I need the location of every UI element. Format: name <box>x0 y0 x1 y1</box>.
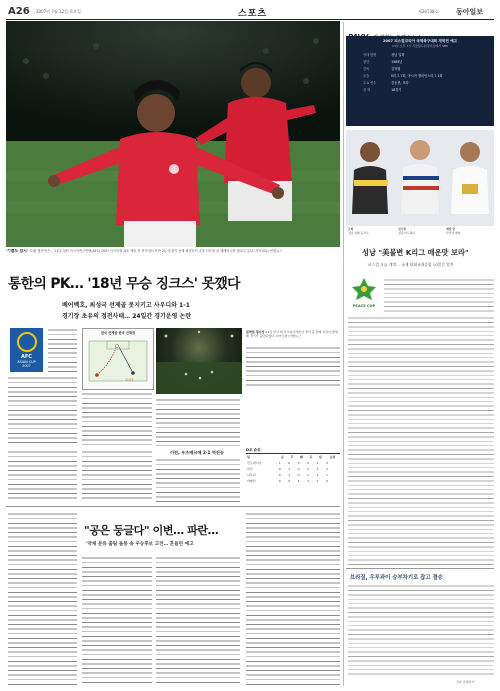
logo-line2: ASIAN CUP <box>17 360 36 364</box>
diagram-label: 최성국 <box>125 378 134 382</box>
col-l: 패 <box>299 455 303 459</box>
subhead-1: 베어벡호, 최성국 선제골 못지키고 사우디와 1-1 <box>62 302 190 309</box>
article-column-1 <box>48 328 77 372</box>
article-column-4 <box>246 346 340 386</box>
sidebar-headline: 성남 "美불변 K리그 매운맛 보라" <box>362 248 469 257</box>
lower-column-4 <box>246 512 340 686</box>
col-gf: 득 <box>309 455 313 459</box>
subhead-3: 이런, 우즈베크에 2-1 역전승 <box>170 450 224 455</box>
article-column-7 <box>82 450 152 502</box>
paper-name: 동아일보 <box>456 8 484 16</box>
article-column-1b <box>8 376 77 446</box>
peace-cup-text: PEACE CUP <box>352 304 376 308</box>
masthead-rule <box>6 19 494 20</box>
cell: 1 <box>307 467 309 471</box>
diagram-title: 한국 선제골 한국 선제골 <box>100 331 136 335</box>
player-photos <box>346 130 494 226</box>
cell: 1 <box>307 473 309 477</box>
article-column-2 <box>82 392 152 446</box>
row-label: 감독 <box>363 67 370 71</box>
match-box-sub: 13일 오후 7시 서울월드컵경기장에서 SBS <box>392 44 448 48</box>
sidebar-subhead: 피스컵 오늘 개막… 국제 대회 8개클럽 10일간 열전 <box>368 262 454 267</box>
table-row <box>361 65 479 72</box>
cell: 1 <box>316 473 319 477</box>
article-column-5 <box>156 458 240 502</box>
row-value: 성남 일화 <box>391 53 405 57</box>
sidebar-bottom-byline: 코파 아메리카 <box>456 680 475 684</box>
cell: 1 <box>278 461 281 465</box>
cell: 1 <box>288 473 291 477</box>
lower-column-1 <box>8 512 77 686</box>
cell: 0 <box>297 461 300 465</box>
main-headline: 통한의 PK… '18년 무승 징크스' 못깼다 <box>8 276 240 292</box>
issue-number: 제26738호 <box>418 9 439 14</box>
subhead-2: 경기장 초유의 정전사태… 24일간 경기운영 논란 <box>62 313 192 320</box>
cell: 0 <box>325 479 328 483</box>
cell: 1 <box>316 467 319 471</box>
celebration-photo-art <box>6 21 340 247</box>
player-desc: 성남 미드필더 <box>398 230 416 235</box>
lower-column-3 <box>156 556 240 686</box>
player-name: 모따 <box>348 227 354 231</box>
row-value: 김학범 <box>391 67 401 71</box>
row-label: 주요 선수 <box>363 81 377 85</box>
table-row <box>361 72 479 79</box>
cell: 0 <box>278 467 281 471</box>
cell: 사우디 <box>247 473 256 477</box>
logo-ring <box>17 332 37 352</box>
row-label: 우승 <box>363 74 370 78</box>
sidebar-bottom-column <box>348 584 494 678</box>
row-value: 1989년 <box>391 60 403 64</box>
quote-subhead: '약체 분류 출팀 돌풍 속 우승후보 고전… 흔들린 예고 <box>86 542 194 547</box>
col-pts: 승점 <box>329 455 336 459</box>
cell: 3 <box>325 461 328 465</box>
table-row <box>361 86 479 93</box>
row-value: 김동현, 모따 <box>391 81 409 85</box>
cell: 1 <box>316 461 319 465</box>
col-d: 무 <box>290 455 294 459</box>
caption-title: '기쁨도 잠시' <box>6 249 28 253</box>
sidebar-bottom-headline: 브라질, 우루과이 승부차기로 잡고 결승 <box>350 575 443 581</box>
cell: 1 <box>325 467 328 471</box>
cell: 1 <box>325 473 328 477</box>
section-divider <box>6 506 340 507</box>
cell: 0 <box>288 479 291 483</box>
row-value: 18경기 <box>391 88 402 92</box>
standings-title: D조 순위 <box>246 448 340 454</box>
column-rule <box>343 22 344 686</box>
player-caption-1 <box>348 228 394 236</box>
table-row <box>361 51 479 58</box>
player-caption-2 <box>398 228 444 236</box>
goal-diagram <box>82 328 154 390</box>
cell: 2 <box>307 461 309 465</box>
standings-grid <box>246 454 340 484</box>
player-photo-art <box>346 130 494 226</box>
sidebar-brand-row <box>348 24 494 34</box>
cell: 2 <box>316 479 319 483</box>
player-caption-3 <box>446 228 492 236</box>
cell: 바레인 <box>247 479 256 483</box>
stadium-caption-title: 블랙컷 경기장 <box>246 330 265 334</box>
match-info-table <box>361 51 479 93</box>
pitch-diagram <box>83 335 153 387</box>
row-label: 창단 <box>363 60 370 64</box>
table-row <box>361 58 479 65</box>
photo-caption <box>6 249 340 263</box>
section-title: 스포츠 <box>238 9 268 19</box>
match-box-title: 2007 피스컵코리아 국제축구대회 개막전 예고 <box>382 39 458 43</box>
sidebar-column-1 <box>384 278 494 312</box>
cell: 1 <box>297 479 300 483</box>
cell: 0 <box>297 467 300 471</box>
player-desc: 성남 일화 공격수 <box>348 230 369 235</box>
cell: 0 <box>278 479 281 483</box>
match-info-box <box>346 36 494 126</box>
cell: 0 <box>278 473 281 477</box>
quote-headline: "공은 둥글다" 이변… 파란… <box>84 524 219 537</box>
player-name: 레알 팀 <box>446 227 456 231</box>
stadium-photo <box>156 328 242 394</box>
sidebar-column-2 <box>348 316 494 566</box>
article-column-3 <box>156 398 240 446</box>
cell: 0 <box>288 461 291 465</box>
cell: 0 <box>297 473 300 477</box>
peace-cup-emblem <box>348 276 380 300</box>
table-row <box>361 79 479 86</box>
logo-line1: AFC <box>21 354 32 360</box>
cell: 인도네시아 <box>247 461 262 465</box>
afc-asian-cup-logo <box>10 328 43 372</box>
standings-table <box>246 448 340 484</box>
cell: 1 <box>288 467 291 471</box>
row-label: 전 적 <box>363 88 371 92</box>
row-value: K리그 7회, 아시아 챔피언스리그 1회 <box>391 74 443 78</box>
row-label: 상대 팀명 <box>363 53 377 57</box>
player-captions <box>346 228 494 240</box>
sidebar-divider <box>346 568 494 569</box>
stadium-caption-text: 11일 한국 대 사우디아라비아 경기 중 한때 정전이 발생해 경기가 중단되었다. 자카르타=연합뉴스 <box>246 330 338 339</box>
peace-cup-logo <box>348 276 380 310</box>
player-name: 김두현 <box>398 227 407 231</box>
cell: 1 <box>307 479 309 483</box>
article-column-6 <box>8 450 77 502</box>
col-team: 팀 <box>247 455 250 459</box>
caption-text: '무패 행진'만은… 11일 열린 아시아축구연맹(AFC) 2007 아시안컵 D조 예선 첫 경기에서 후반 2분 동점의 선제 페널티킥 골을 터뜨린 뒤 세레머니를 펼치고 있다. 자카르타=연합뉴스 <box>29 249 283 253</box>
player-desc: 라리가 레알 <box>446 230 461 235</box>
col-w: 승 <box>281 455 284 459</box>
cell: 한국 <box>247 467 253 471</box>
table-row <box>246 478 340 484</box>
lower-column-2 <box>82 556 152 686</box>
stadium-photo-art <box>156 328 242 394</box>
stadium-caption <box>246 330 340 342</box>
col-ga: 실 <box>318 455 322 459</box>
top-photo <box>6 21 340 247</box>
page-number: A26 <box>8 6 30 17</box>
date-line: 2007년 7월 12일 목요일 <box>36 9 81 14</box>
logo-year: 2007 <box>22 364 31 368</box>
